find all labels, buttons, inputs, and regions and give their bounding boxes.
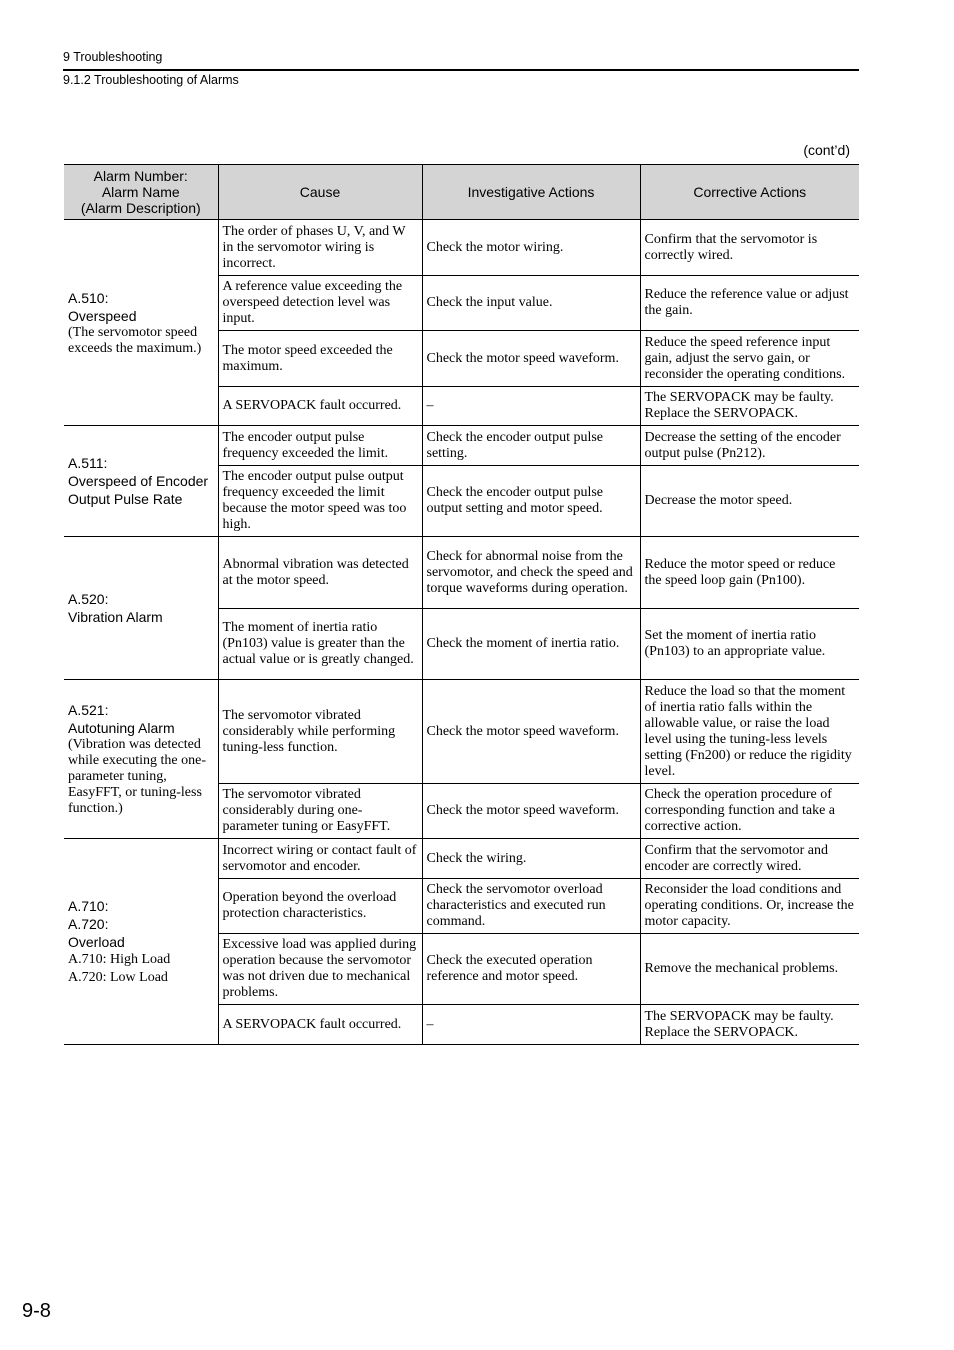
cause-cell: The motor speed exceeded the maximum. xyxy=(218,331,422,387)
alarm-name: Autotuning Alarm xyxy=(68,720,175,736)
alarm-number: A.521: xyxy=(68,702,109,718)
investigative-cell: – xyxy=(422,1005,640,1045)
investigative-cell: Check the moment of inertia ratio. xyxy=(422,609,640,680)
investigative-cell: Check the motor wiring. xyxy=(422,220,640,276)
header-corrective: Corrective Actions xyxy=(640,165,859,220)
chapter-header: 9 Troubleshooting xyxy=(63,50,163,64)
header-cause: Cause xyxy=(218,165,422,220)
alarm-description: A.710: High Load xyxy=(68,951,171,967)
investigative-cell: Check the executed operation reference and motor speed. xyxy=(422,934,640,1005)
alarm-number-2: A.720: xyxy=(68,915,109,932)
table-row xyxy=(64,220,859,276)
corrective-cell: Reduce the reference value or adjust the gain. xyxy=(640,276,859,331)
cause-cell: Excessive load was applied during operation because the servomotor was not driven due to mechanical problems. xyxy=(218,934,422,1005)
table-header-row xyxy=(64,165,859,220)
header-investigative: Investigative Actions xyxy=(422,165,640,220)
corrective-cell: Decrease the motor speed. xyxy=(640,466,859,537)
corrective-cell: Confirm that the servomotor and encoder are correctly wired. xyxy=(640,839,859,879)
header-alarm-number: Alarm Number: xyxy=(93,168,188,184)
alarm-description: (Vibration was detected while executing the one-parameter tuning, EasyFFT, or tuning-less function.) xyxy=(68,737,207,816)
alarm-table xyxy=(64,164,859,1045)
corrective-cell: The SERVOPACK may be faulty. Replace the SERVOPACK. xyxy=(640,1005,859,1045)
alarm-number: A.710: xyxy=(68,897,109,914)
corrective-cell: Reduce the load so that the moment of inertia ratio falls within the allowable value, or raise the load level using the tuning-less levels setting (Fn200) or reduce the rigidity level. xyxy=(640,680,859,784)
alarm-cell-a520 xyxy=(64,537,218,680)
alarm-cell-a511 xyxy=(64,426,218,537)
investigative-cell: Check the input value. xyxy=(422,276,640,331)
investigative-cell: Check the motor speed waveform. xyxy=(422,331,640,387)
table-row xyxy=(64,537,859,609)
investigative-cell: Check the encoder output pulse setting. xyxy=(422,426,640,466)
investigative-cell: Check the encoder output pulse output setting and motor speed. xyxy=(422,466,640,537)
corrective-cell: Check the operation procedure of corresponding function and take a corrective action. xyxy=(640,784,859,839)
investigative-cell: Check the servomotor overload characteristics and executed run command. xyxy=(422,879,640,934)
section-header: 9.1.2 Troubleshooting of Alarms xyxy=(63,73,239,87)
cause-cell: A SERVOPACK fault occurred. xyxy=(218,387,422,426)
investigative-cell: Check the motor speed waveform. xyxy=(422,680,640,784)
cause-cell: The moment of inertia ratio (Pn103) value is greater than the actual value or is greatly changed. xyxy=(218,609,422,680)
alarm-description-2: A.720: Low Load xyxy=(68,969,168,985)
alarm-number: A.510: xyxy=(68,289,109,306)
corrective-cell: Set the moment of inertia ratio (Pn103) to an appropriate value. xyxy=(640,609,859,680)
header-alarm xyxy=(64,165,218,220)
page-number: 9-8 xyxy=(22,1300,51,1322)
alarm-cell-a510 xyxy=(64,220,218,426)
investigative-cell: – xyxy=(422,387,640,426)
cause-cell: The encoder output pulse frequency exceeded the limit. xyxy=(218,426,422,466)
table-row xyxy=(64,680,859,784)
cause-cell: A reference value exceeding the overspeed detection level was input. xyxy=(218,276,422,331)
corrective-cell: The SERVOPACK may be faulty. Replace the SERVOPACK. xyxy=(640,387,859,426)
alarm-number: A.520: xyxy=(68,591,109,607)
cause-cell: Incorrect wiring or contact fault of servomotor and encoder. xyxy=(218,839,422,879)
header-alarm-description: (Alarm Description) xyxy=(80,200,201,216)
cause-cell: A SERVOPACK fault occurred. xyxy=(218,1005,422,1045)
header-rule xyxy=(63,69,859,71)
alarm-name: Overspeed xyxy=(68,307,137,324)
cause-cell: The encoder output pulse output frequency exceeded the limit because the motor speed was too high. xyxy=(218,466,422,537)
alarm-name: Overspeed of Encoder Output Pulse Rate xyxy=(68,473,209,507)
alarm-name: Overload xyxy=(68,933,125,950)
alarm-number: A.511: xyxy=(68,455,108,471)
cause-cell: Operation beyond the overload protection characteristics. xyxy=(218,879,422,934)
alarm-description: (The servomotor speed exceeds the maximum.) xyxy=(68,324,202,356)
corrective-cell: Remove the mechanical problems. xyxy=(640,934,859,1005)
investigative-cell: Check the motor speed waveform. xyxy=(422,784,640,839)
continued-label: (cont’d) xyxy=(803,142,850,158)
alarm-cell-a710-a720 xyxy=(64,839,218,1045)
cause-cell: The servomotor vibrated considerably while performing tuning-less function. xyxy=(218,680,422,784)
table-row xyxy=(64,839,859,879)
corrective-cell: Reduce the speed reference input gain, adjust the servo gain, or reconsider the operating conditions. xyxy=(640,331,859,387)
header-alarm-name: Alarm Name xyxy=(101,184,180,200)
investigative-cell: Check for abnormal noise from the servomotor, and check the speed and torque waveforms during operation. xyxy=(422,537,640,609)
corrective-cell: Decrease the setting of the encoder output pulse (Pn212). xyxy=(640,426,859,466)
corrective-cell: Reconsider the load conditions and operating conditions. Or, increase the motor capacity. xyxy=(640,879,859,934)
investigative-cell: Check the wiring. xyxy=(422,839,640,879)
alarm-cell-a521 xyxy=(64,680,218,839)
table-row xyxy=(64,426,859,466)
alarm-name: Vibration Alarm xyxy=(68,609,163,625)
cause-cell: The servomotor vibrated considerably during one-parameter tuning or EasyFFT. xyxy=(218,784,422,839)
cause-cell: The order of phases U, V, and W in the servomotor wiring is incorrect. xyxy=(218,220,422,276)
corrective-cell: Confirm that the servomotor is correctly wired. xyxy=(640,220,859,276)
corrective-cell: Reduce the motor speed or reduce the speed loop gain (Pn100). xyxy=(640,537,859,609)
cause-cell: Abnormal vibration was detected at the motor speed. xyxy=(218,537,422,609)
